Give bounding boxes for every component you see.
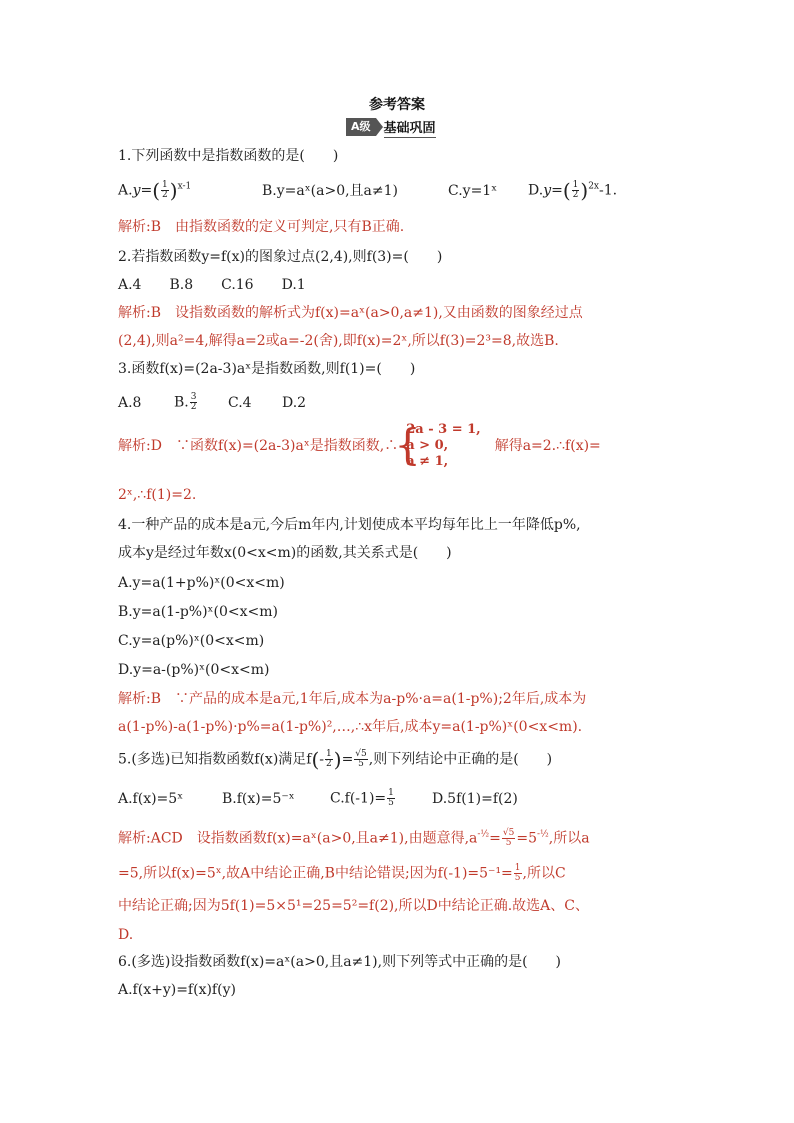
q3-stem: 3.函数f(x)=(2a-3)aˣ是指数函数,则f(1)=( ): [118, 361, 416, 377]
q1-option-d: D.y=( $\frac{1}{2}$ )$^{2x}$-1.: [528, 178, 618, 203]
fraction: $\frac{√5}{5}$: [355, 749, 367, 769]
q4-option-a: A.y=a(1+p%)ˣ(0<x<m): [118, 575, 285, 591]
fraction: $\frac{1}{5}$: [388, 788, 394, 808]
fraction: $\frac{√5}{5}$: [502, 828, 515, 848]
q2-stem: 2.若指数函数y=f(x)的图象过点(2,4),则f(3)=( ): [118, 249, 443, 265]
q4-option-b: B.y=a(1-p%)ˣ(0<x<m): [118, 604, 278, 620]
q2-answer-line1: 解析:B 设指数函数的解析式为f(x)=aˣ(a>0,a≠1),又由函数的图象经过点: [118, 305, 583, 321]
q1-option-a: A.y=( $\frac{1}{2}$ )$^{x-1}$: [118, 178, 192, 203]
q3-answer-line2: 2ˣ,∴f(1)=2.: [118, 487, 197, 503]
fraction: $\frac{1}{2}$: [572, 180, 579, 200]
q3-option-b: B. $\frac{3}{2}$: [174, 392, 197, 412]
q4-stem-line2: 成本y是经过年数x(0<x<m)的函数,其关系式是( ): [118, 545, 452, 561]
level-label: [346, 118, 436, 136]
q5-options: [118, 789, 518, 808]
q1-option-b: B.y=aˣ(a>0,且a≠1): [262, 182, 399, 199]
q5-option-d: D.5f(1)=f(2): [432, 790, 518, 807]
q3-answer-line1: 解析:D ∵函数f(x)=(2a-3)aˣ是指数函数,∴ { 2a - 3 = 1, a > 0, a ≠ 1, 解得a=2.∴f(x)=: [118, 422, 601, 470]
q1-stem: 1.下列函数中是指数函数的是( ): [118, 148, 339, 164]
fraction: $\frac{3}{2}$: [190, 392, 197, 412]
q5-option-c: C.f(-1)= $\frac{1}{5}$: [330, 788, 394, 808]
q2-answer-line2: (2,4),则a²=4,解得a=2或a=-2(舍),即f(x)=2ˣ,所以f(3)=2³=8,故选B.: [118, 333, 559, 349]
q5-answer-line4: D.: [118, 927, 134, 943]
q2-options: A.4 B.8 C.16 D.1: [118, 277, 306, 293]
q5-answer-line2: =5,所以f(x)=5ˣ,故A中结论正确,B中结论错误;因为f(-1)=5⁻¹= $\frac{1}{5}$ ,所以C: [118, 863, 566, 883]
fraction: $\frac{1}{2}$: [326, 749, 332, 769]
q4-stem-line1: 4.一种产品的成本是a元,今后m年内,计划使成本平均每年比上一年降低p%,: [118, 517, 581, 533]
q5-stem: 5.(多选)已知指数函数f(x)满足f(- $\frac{1}{2}$ )= $\frac{√5}{5}$ ,则下列结论中正确的是( ): [118, 747, 553, 772]
level-text: 基础巩固: [384, 117, 436, 138]
q1-option-c: C.y=1ˣ: [448, 182, 498, 199]
q5-answer-line1: 解析:ACD 设指数函数f(x)=aˣ(a>0,且a≠1),由题意得$,a^{-\frac{1}{2}}=$ $\frac{√5}{5}$ $=5^{-\frac{1}{2}}$,所以a: [118, 828, 590, 848]
fraction: $\frac{1}{5}$: [514, 863, 521, 883]
page-title: 参考答案: [369, 97, 425, 113]
level-badge: A级: [346, 118, 376, 136]
q3-options: [118, 393, 306, 412]
q6-stem: 6.(多选)设指数函数f(x)=aˣ(a>0,且a≠1),则下列等式中正确的是( ): [118, 954, 562, 970]
q4-option-d: D.y=a-(p%)ˣ(0<x<m): [118, 662, 270, 678]
q3-option-c: C.4: [228, 394, 252, 411]
q5-option-b: B.f(x)=5⁻ˣ: [222, 790, 295, 807]
q4-answer-line2: a(1-p%)-a(1-p%)·p%=a(1-p%)²,…,∴x年后,成本y=a(1-p%)ˣ(0<x<m).: [118, 719, 583, 735]
q1-options: [118, 178, 618, 203]
q3-option-d: D.2: [282, 394, 307, 411]
q6-option-a: A.f(x+y)=f(x)f(y): [118, 982, 236, 998]
q5-answer-line3: 中结论正确;因为5f(1)=5×5¹=25=5²=f(2),所以D中结论正确.故选A、C、: [118, 898, 590, 914]
q4-answer-line1: 解析:B ∵产品的成本是a元,1年后,成本为a-p%·a=a(1-p%);2年后,成本为: [118, 691, 587, 707]
q3-option-a: A.8: [118, 394, 142, 411]
q1-answer: 解析:B 由指数函数的定义可判定,只有B正确.: [118, 219, 405, 235]
equation-system: { 2a - 3 = 1, a > 0, a ≠ 1,: [398, 422, 480, 470]
q4-option-c: C.y=a(p%)ˣ(0<x<m): [118, 633, 265, 649]
q5-option-a: A.f(x)=5ˣ: [118, 790, 184, 807]
fraction: $\frac{1}{2}$: [162, 180, 168, 200]
